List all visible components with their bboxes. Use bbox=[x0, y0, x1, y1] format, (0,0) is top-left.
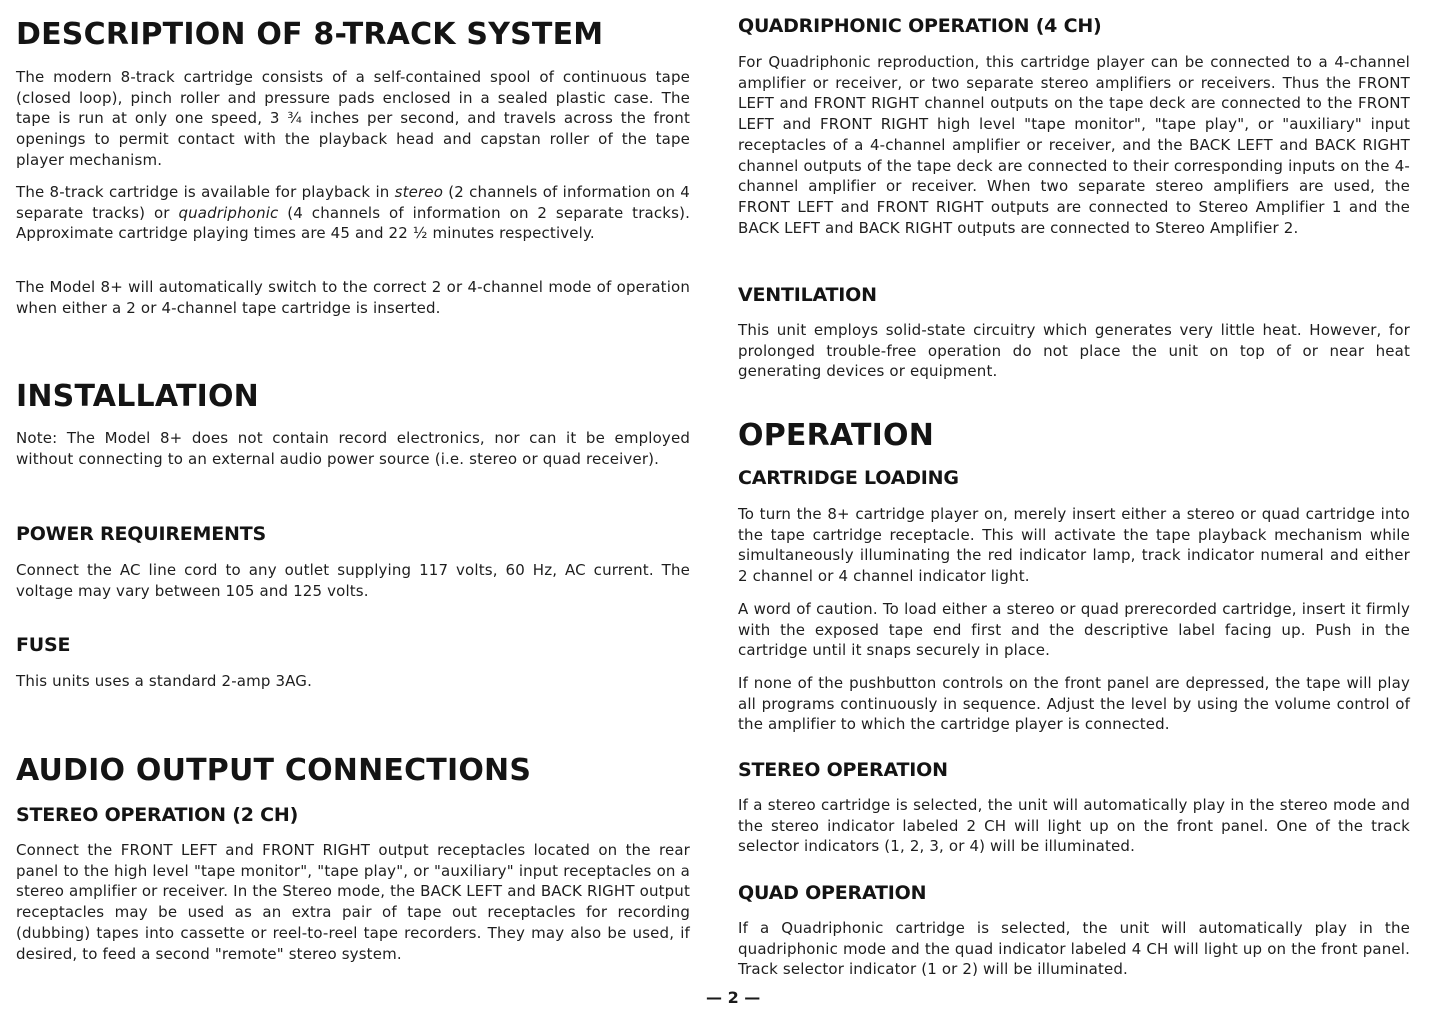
heading-installation: INSTALLATION bbox=[16, 379, 259, 414]
paragraph-loading-1: To turn the 8+ cartridge player on, merely insert either a stereo or quad cartridge into the tape cartridge receptacle. This will activate the tape playback mechanism while simultaneously illuminating the red indicator lamp, track indicator numeral and either 2 channel or 4 channel indicator light. bbox=[738, 505, 1410, 586]
heading-audio-output: AUDIO OUTPUT CONNECTIONS bbox=[16, 753, 532, 788]
paragraph-description-1: The modern 8-track cartridge consists of a self-contained spool of continuous tape (closed loop), pinch roller and pressure pads enclosed in a sealed plastic case. The tape is run at only one speed, 3 ¾ inches per second, and travels across the front openings to permit contact with the playback head and capstan roller of the tape player mechanism. bbox=[16, 68, 690, 169]
paragraph-ventilation: This unit employs solid-state circuitry which generates very little heat. However, for prolonged trouble-free operation do not place the unit on top of or near heat generating devices or equipment. bbox=[738, 321, 1410, 381]
heading-ventilation: VENTILATION bbox=[738, 284, 877, 306]
heading-description: DESCRIPTION OF 8-TRACK SYSTEM bbox=[16, 17, 604, 52]
paragraph-description-3: The Model 8+ will automatically switch to the correct 2 or 4-channel mode of operation when either a 2 or 4-channel tape cartridge is inserted. bbox=[16, 278, 690, 317]
heading-stereo-operation: STEREO OPERATION bbox=[738, 759, 948, 781]
paragraph-fuse: This units uses a standard 2-amp 3AG. bbox=[16, 672, 312, 690]
page-number: — 2 — bbox=[706, 988, 761, 1007]
heading-cartridge-loading: CARTRIDGE LOADING bbox=[738, 467, 959, 489]
heading-power-requirements: POWER REQUIREMENTS bbox=[16, 523, 266, 545]
paragraph-stereo-2ch: Connect the FRONT LEFT and FRONT RIGHT output receptacles located on the rear panel to the high level "tape monitor", "tape play", or "auxiliary" input receptacles on a stereo amplifier or receiver. In the Stereo mode, the BACK LEFT and BACK RIGHT output receptacles may be used as an extra pair of tape out receptacles for recording (dubbing) tapes into cassette or reel-to-reel tape recorders. They may also be used, if desired, to feed a second "remote" stereo system. bbox=[16, 841, 690, 963]
paragraph-loading-2: A word of caution. To load either a stereo or quad prerecorded cartridge, insert it firmly with the exposed tape end first and the descriptive label facing up. Push in the cartridge until it snaps securely in place. bbox=[738, 600, 1410, 660]
paragraph-description-2: The 8-track cartridge is available for playback in stereo (2 channels of information on 4 separate tracks) or quadriphonic (4 channels of information on 2 separate tracks). Approximate cartridge playing times are 45 and 22 ½ minutes respectively. bbox=[16, 183, 690, 243]
paragraph-power: Connect the AC line cord to any outlet supplying 117 volts, 60 Hz, AC current. The voltage may vary between 105 and 125 volts. bbox=[16, 561, 690, 600]
paragraph-quadriphonic-4ch: For Quadriphonic reproduction, this cartridge player can be connected to a 4-channel amplifier or receiver, or two separate stereo amplifiers or receivers. Thus the FRONT LEFT and FRONT RIGHT channel outputs on the tape deck are connected to the FRONT LEFT and FRONT RIGHT high level "tape monitor", "tape play", or "auxiliary" input receptacles of a 4-channel amplifier or receiver, and the BACK LEFT and BACK RIGHT channel outputs of the tape deck are connected to their corresponding inputs on the 4-channel amplifier or receiver. When two separate stereo amplifiers are used, the FRONT LEFT and FRONT RIGHT outputs are connected to Stereo Amplifier 1 and the BACK LEFT and BACK RIGHT outputs are connected to Stereo Amplifier 2. bbox=[738, 53, 1410, 237]
heading-stereo-2ch: STEREO OPERATION (2 CH) bbox=[16, 804, 299, 826]
paragraph-installation-note: Note: The Model 8+ does not contain record electronics, nor can it be employed without connecting to an external audio power source (i.e. stereo or quad receiver). bbox=[16, 429, 690, 468]
paragraph-quad-operation: If a Quadriphonic cartridge is selected, the unit will automatically play in the quadriphonic mode and the quad indicator labeled 4 CH will light up on the front panel. Track selector indicator (1 or 2) will be illuminated. bbox=[738, 919, 1410, 979]
paragraph-stereo-operation: If a stereo cartridge is selected, the unit will automatically play in the stereo mode and the stereo indicator labeled 2 CH will light up on the front panel. One of the track selector indicators (1, 2, 3, or 4) will be illuminated. bbox=[738, 796, 1410, 856]
heading-quad-operation: QUAD OPERATION bbox=[738, 882, 927, 904]
paragraph-loading-3: If none of the pushbutton controls on the front panel are depressed, the tape will play all programs continuously in sequence. Adjust the level by using the volume control of the amplifier to which the cartridge player is connected. bbox=[738, 674, 1410, 734]
heading-quadriphonic-4ch: QUADRIPHONIC OPERATION (4 CH) bbox=[738, 15, 1102, 37]
heading-fuse: FUSE bbox=[16, 634, 71, 656]
heading-operation: OPERATION bbox=[738, 418, 935, 453]
